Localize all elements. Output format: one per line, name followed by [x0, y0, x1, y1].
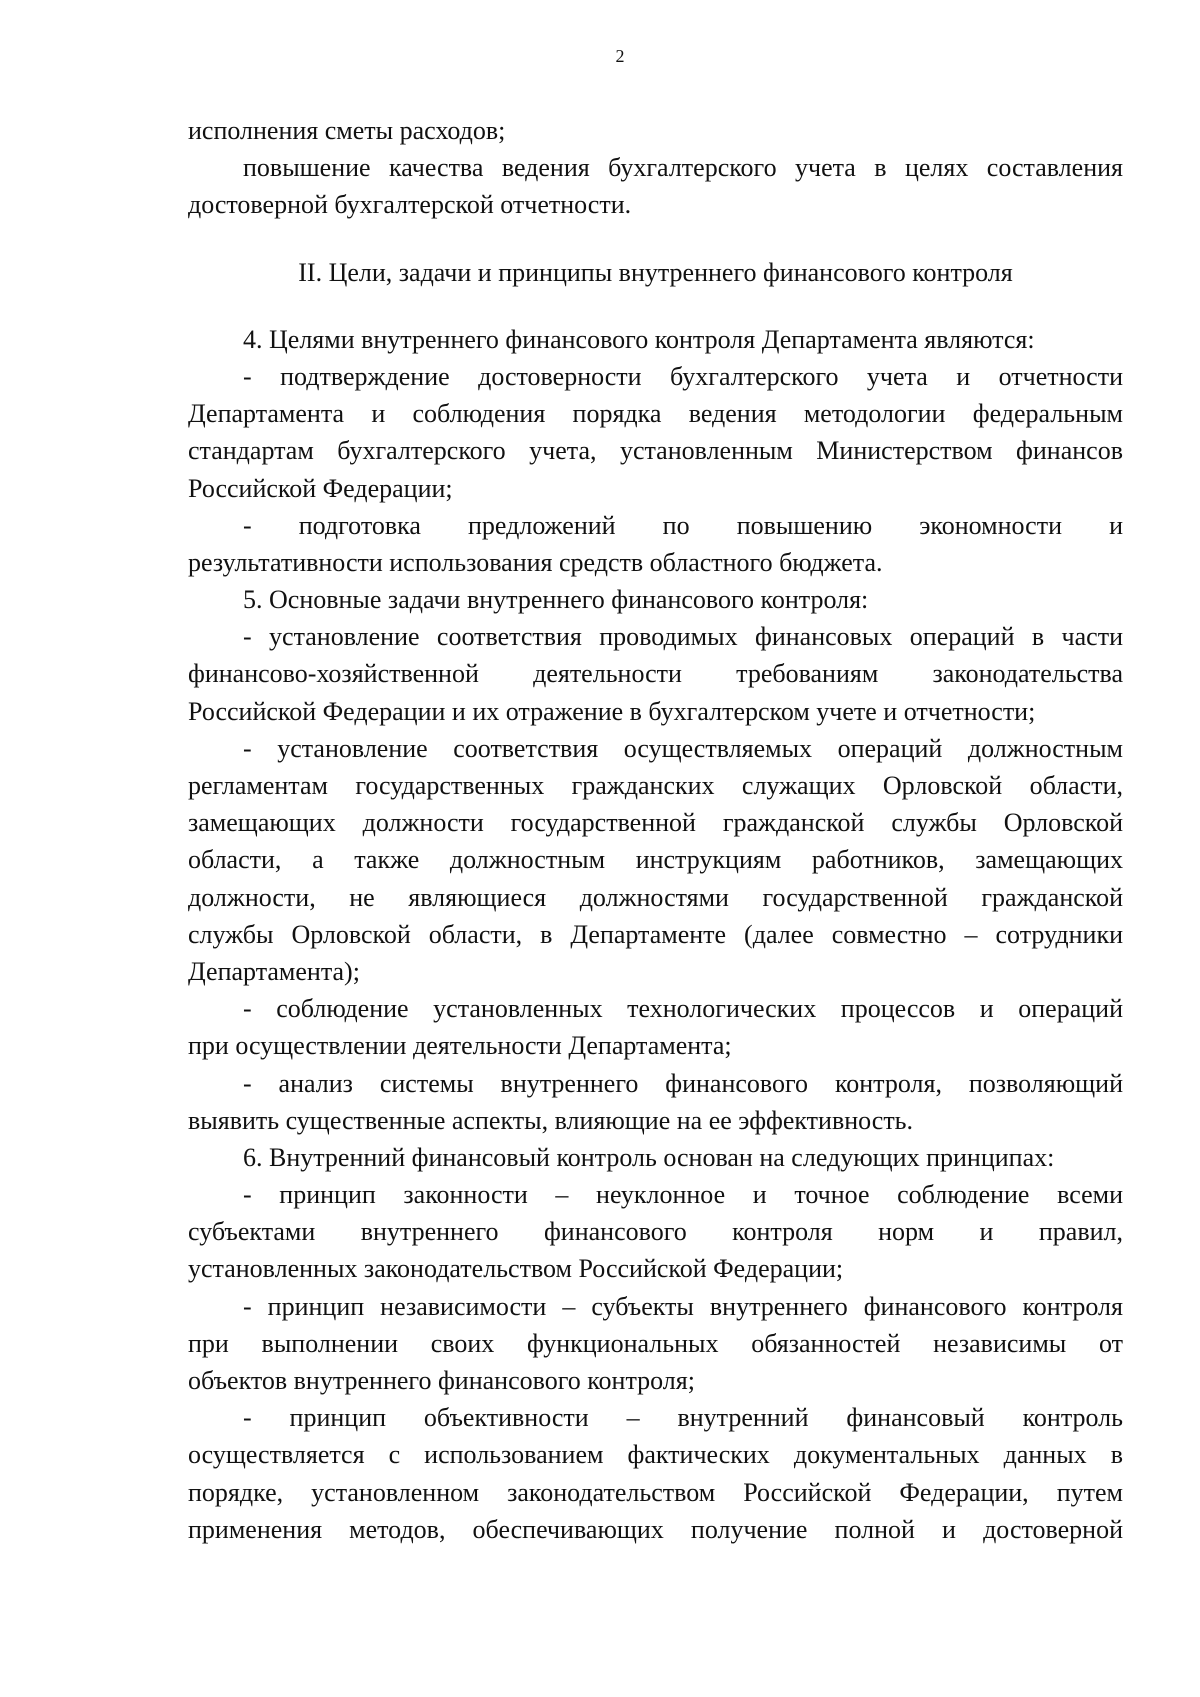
text-line: 5. Основные задачи внутреннего финансового контроля:	[243, 585, 869, 615]
text-line: - принцип законности – неуклонное и точное соблюдение всеми	[243, 1180, 1123, 1210]
text-line: выявить существенные аспекты, влияющие на ее эффективность.	[188, 1105, 914, 1135]
text-line: применения методов, обеспечивающих получение полной и достоверной	[188, 1514, 1123, 1544]
text-line: - установление соответствия осуществляемых операций должностным	[243, 733, 1123, 763]
text-line: - установление соответствия проводимых финансовых операций в части	[243, 622, 1123, 652]
text-line: финансово-хозяйственной деятельности требованиям законодательства	[188, 659, 1123, 689]
text-line: Российской Федерации;	[188, 473, 453, 503]
text-line: субъектами внутреннего финансового контроля норм и правил,	[188, 1217, 1123, 1247]
text-line: - подтверждение достоверности бухгалтерского учета и отчетности	[243, 361, 1123, 391]
text-line: порядке, установленном законодательством Российской Федерации, путем	[188, 1477, 1123, 1507]
text-line: осуществляется с использованием фактических документальных данных в	[188, 1440, 1123, 1470]
text-line: при осуществлении деятельности Департамента;	[188, 1031, 732, 1061]
text-line: должности, не являющиеся должностями государственной гражданской	[188, 882, 1123, 912]
text-line: - принцип объективности – внутренний финансовый контроль	[243, 1403, 1123, 1433]
text-line: объектов внутреннего финансового контроля;	[188, 1366, 695, 1395]
page-number: 2	[615, 46, 625, 66]
text-line: результативности использования средств областного бюджета.	[188, 547, 883, 577]
text-line: исполнения сметы расходов;	[188, 116, 506, 145]
text-line: 6. Внутренний финансовый контроль основан на следующих принципах:	[243, 1142, 1055, 1172]
text-line: достоверной бухгалтерской отчетности.	[188, 190, 632, 220]
text-line: Департамента);	[188, 956, 360, 986]
section-heading: II. Цели, задачи и принципы внутреннего финансового контроля	[298, 257, 1013, 287]
spacer	[188, 224, 1123, 254]
text-line: - подготовка предложений по повышению экономности и	[243, 510, 1123, 540]
text-line: стандартам бухгалтерского учета, установленным Министерством финансов	[188, 436, 1123, 466]
text-line: - соблюдение установленных технологических процессов и операций	[243, 994, 1123, 1024]
text-line: - принцип независимости – субъекты внутреннего финансового контроля	[243, 1291, 1123, 1321]
spacer	[188, 291, 1123, 321]
text-line: установленных законодательством Российской Федерации;	[188, 1254, 844, 1284]
text-line: при выполнении своих функциональных обязанностей независимы от	[188, 1328, 1123, 1358]
text-line: повышение качества ведения бухгалтерского учета в целях составления	[243, 153, 1123, 183]
text-line: замещающих должности государственной гражданской службы Орловской	[188, 808, 1123, 838]
text-line: области, а также должностным инструкциям работников, замещающих	[188, 845, 1123, 875]
text-line: Российской Федерации и их отражение в бухгалтерском учете и отчетности;	[188, 696, 1036, 726]
text-line: - анализ системы внутреннего финансового контроля, позволяющий	[243, 1068, 1123, 1098]
text-line: регламентам государственных гражданских служащих Орловской области,	[188, 771, 1123, 800]
text-line: службы Орловской области, в Департаменте (далее совместно – сотрудники	[188, 919, 1123, 949]
document-body	[188, 112, 1123, 1548]
text-line: 4. Целями внутреннего финансового контроля Департамента являются:	[243, 324, 1035, 354]
text-line: Департамента и соблюдения порядка ведения методологии федеральным	[188, 399, 1123, 429]
